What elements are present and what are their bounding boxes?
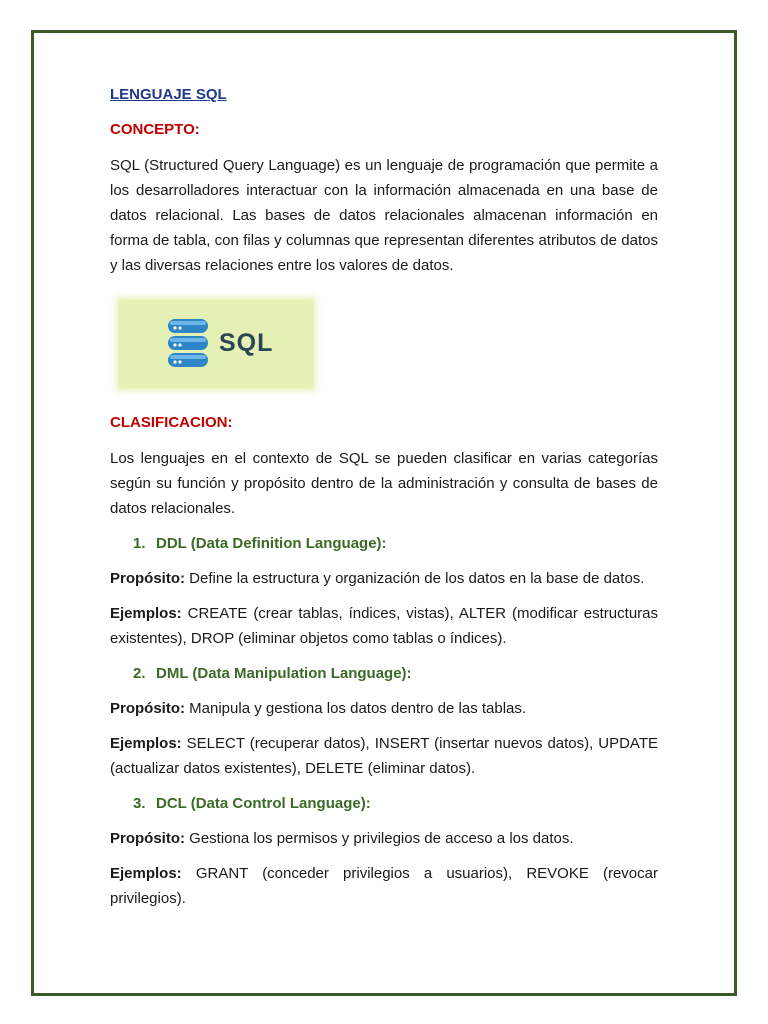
ddl-ejemplos: [110, 601, 658, 651]
ejemplos-text: CREATE (crear tablas, índices, vistas), ALTER (modificar estructuras existentes), DROP (eliminar objetos como tablas o índices).: [110, 605, 658, 647]
clasificacion-heading: CLASIFICACION:: [110, 414, 233, 431]
concepto-paragraph: SQL (Structured Query Language) es un lenguaje de programación que permite a los desarrolladores interactuar con la información almacenada en una base de datos relacional. Las bases de datos relacionales almacenan información en forma de tabla, con filas y columnas que representan diferentes atributos de datos y las diversas relaciones entre los valores de datos.: [110, 157, 658, 274]
proposito-label: Propósito:: [110, 830, 185, 847]
ejemplos-label: Ejemplos:: [110, 865, 182, 882]
list-title: DCL (Data Control Language):: [156, 795, 371, 812]
ddl-proposito: [110, 566, 658, 591]
ejemplos-text: SELECT (recuperar datos), INSERT (insertar nuevos datos), UPDATE (actualizar datos existentes), DELETE (eliminar datos).: [110, 735, 658, 777]
dml-proposito: [110, 696, 658, 721]
sql-logo-text: SQL: [219, 329, 274, 357]
list-title: DDL (Data Definition Language):: [156, 535, 387, 552]
dcl-proposito: [110, 826, 658, 851]
proposito-text: Gestiona los permisos y privilegios de acceso a los datos.: [189, 830, 574, 847]
document-title: LENGUAJE SQL: [110, 86, 227, 103]
concepto-heading: CONCEPTO:: [110, 121, 200, 138]
document-content: [110, 82, 658, 911]
proposito-label: Propósito:: [110, 700, 185, 717]
proposito-text: Define la estructura y organización de los datos en la base de datos.: [189, 570, 645, 587]
list-item-ddl-heading: [110, 531, 658, 556]
list-item-dcl-heading: [110, 791, 658, 816]
list-item-dml-heading: [110, 661, 658, 686]
proposito-text: Manipula y gestiona los datos dentro de las tablas.: [189, 700, 527, 717]
ejemplos-label: Ejemplos:: [110, 605, 182, 622]
dml-ejemplos: [110, 731, 658, 781]
dcl-ejemplos: [110, 861, 658, 911]
list-title: DML (Data Manipulation Language):: [156, 665, 412, 682]
proposito-label: Propósito:: [110, 570, 185, 587]
list-number: 2.: [133, 665, 146, 682]
list-number: 1.: [133, 535, 146, 552]
database-icon: [167, 318, 209, 370]
sql-logo-image: [119, 300, 313, 388]
list-number: 3.: [133, 795, 146, 812]
clasificacion-paragraph: Los lenguajes en el contexto de SQL se pueden clasificar en varias categorías según su función y propósito dentro de la administración y consulta de bases de datos relacionales.: [110, 450, 658, 517]
ejemplos-text: GRANT (conceder privilegios a usuarios), REVOKE (revocar privilegios).: [110, 865, 658, 907]
ejemplos-label: Ejemplos:: [110, 735, 182, 752]
